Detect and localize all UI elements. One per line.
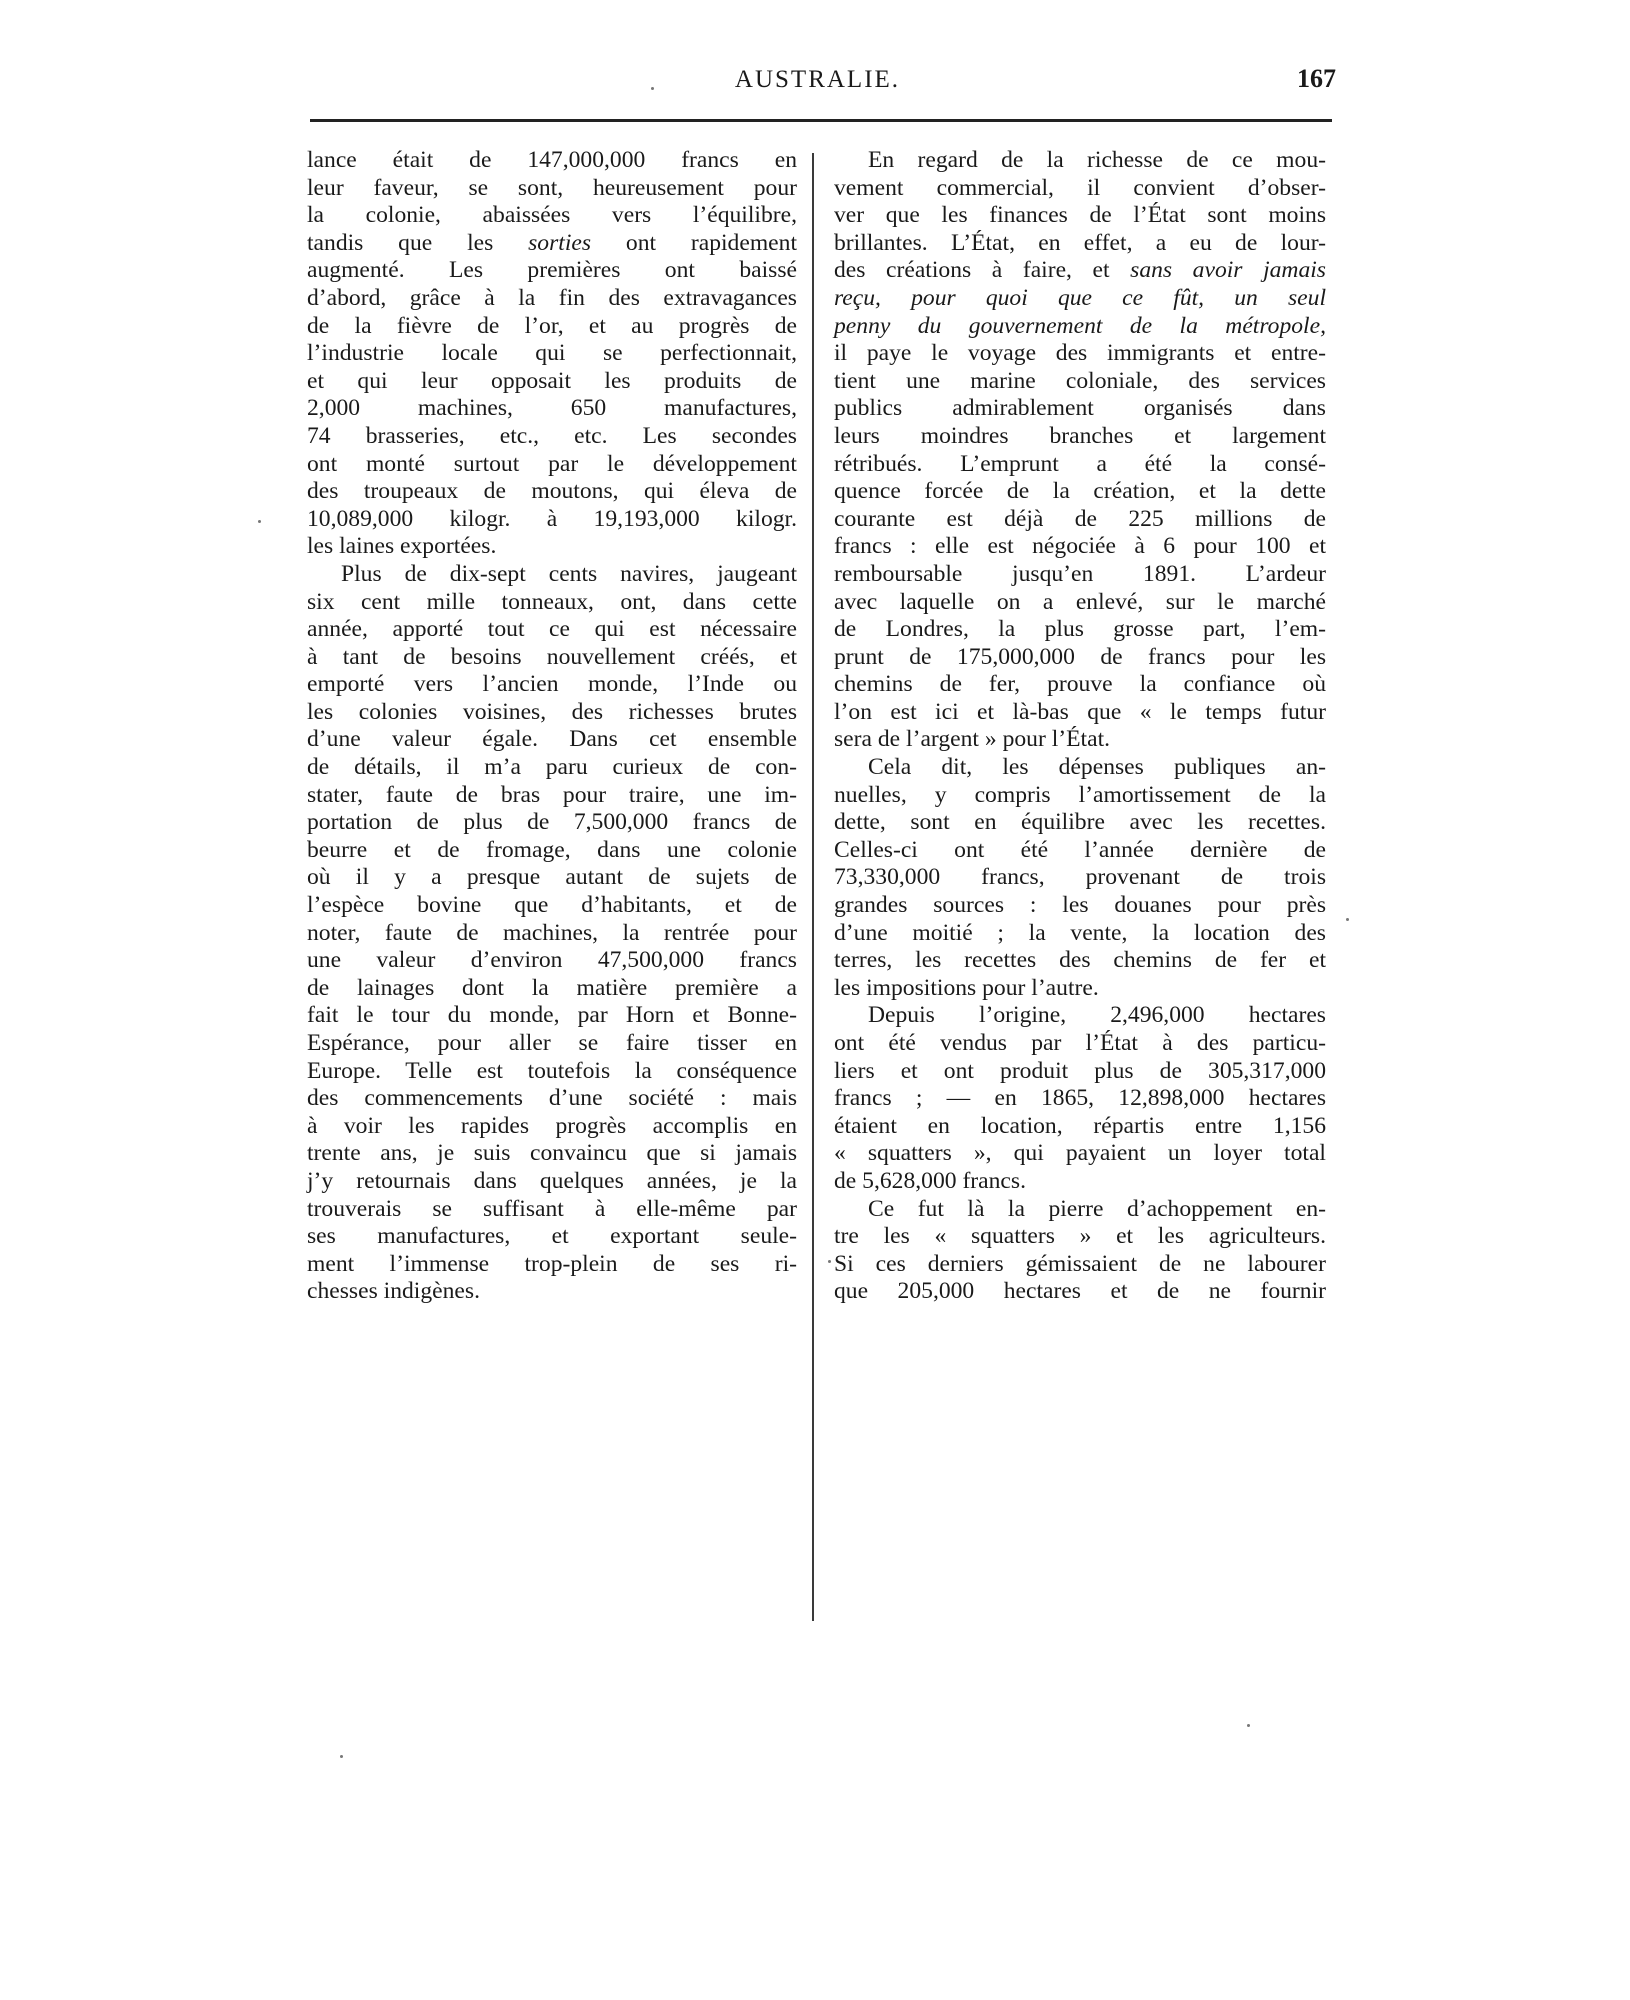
text-line: des créations à faire, et sans avoir jamais xyxy=(834,257,1326,284)
paragraph-end-line: de 5,628,000 francs. xyxy=(834,1167,1026,1194)
paragraph-start-line: Depuis l’origine, 2,496,000 hectares xyxy=(868,1002,1326,1029)
text-line: que 205,000 hectares et de ne fournir xyxy=(834,1278,1326,1305)
paragraph-end-line: les impositions pour l’autre. xyxy=(834,974,1099,1001)
text-line: trouverais se suffisant à elle-même par xyxy=(307,1195,797,1222)
paragraph-end-line: sera de l’argent » pour l’État. xyxy=(834,726,1111,753)
text-line: d’abord, grâce à la fin des extravagances xyxy=(307,284,797,311)
text-line: 2,000 machines, 650 manufactures, xyxy=(307,395,797,422)
paragraph-start-line: Plus de dix-sept cents navires, jaugeant xyxy=(341,560,797,587)
text-line: Si ces derniers gémissaient de ne labourer xyxy=(834,1250,1326,1277)
text-line: et qui leur opposait les produits de xyxy=(307,367,797,394)
text-line: année, apporté tout ce qui est nécessaire xyxy=(307,616,797,643)
text-line: francs : elle est négociée à 6 pour 100 et xyxy=(834,533,1326,560)
text-line: d’une valeur égale. Dans cet ensemble xyxy=(307,726,797,753)
text-line: tient une marine coloniale, des services xyxy=(834,367,1326,394)
text-line: 74 brasseries, etc., etc. Les secondes xyxy=(307,422,797,449)
text-line: la colonie, abaissées vers l’équilibre, xyxy=(307,202,797,229)
text-line: Espérance, pour aller se faire tisser en xyxy=(307,1030,797,1056)
text-line: Europe. Telle est toutefois la conséquence xyxy=(307,1057,797,1084)
text-line: j’y retournais dans quelques années, je la xyxy=(307,1167,797,1194)
text-line: prunt de 175,000,000 de francs pour les xyxy=(834,643,1326,670)
text-line: tre les « squatters » et les agriculteurs. xyxy=(834,1223,1326,1250)
paragraph-end-line: les laines exportées. xyxy=(307,533,497,560)
text-line: de la fièvre de l’or, et au progrès de xyxy=(307,312,797,339)
text-line: 73,330,000 francs, provenant de trois xyxy=(834,864,1326,891)
text-line: l’industrie locale qui se perfectionnait, xyxy=(307,340,797,367)
text-line: beurre et de fromage, dans une colonie xyxy=(307,836,797,863)
text-line: fait le tour du monde, par Horn et Bonne- xyxy=(307,1002,797,1029)
text-line: d’une moitié ; la vente, la location des xyxy=(834,919,1326,946)
text-line: des troupeaux de moutons, qui éleva de xyxy=(307,478,797,505)
text-line: portation de plus de 7,500,000 francs de xyxy=(307,809,797,836)
running-title: AUSTRALIE. xyxy=(734,66,901,93)
text-line: ont monté surtout par le développement xyxy=(307,450,797,477)
text-line: à tant de besoins nouvellement créés, et xyxy=(307,643,797,670)
text-line: trente ans, je suis convaincu que si jamais xyxy=(307,1140,797,1167)
right-column xyxy=(834,147,1326,1306)
text-line: nuelles, y compris l’amortissement de la xyxy=(834,781,1326,808)
text-line: avec laquelle on a enlevé, sur le marché xyxy=(834,588,1326,615)
text-line: terres, les recettes des chemins de fer et xyxy=(834,947,1326,974)
text-line: ont été vendus par l’État à des particu- xyxy=(834,1030,1326,1056)
text-line: publics admirablement organisés dans xyxy=(834,395,1326,422)
text-line: tandis que les sorties ont rapidement xyxy=(307,229,797,256)
text-line: noter, faute de machines, la rentrée pour xyxy=(307,919,797,946)
text-line: stater, faute de bras pour traire, une im- xyxy=(307,781,797,808)
italic-line: reçu, pour quoi que ce fût, un seul xyxy=(834,284,1326,311)
text-line: ver que les finances de l’État sont moins xyxy=(834,202,1326,229)
text-line: rétribués. L’emprunt a été la consé- xyxy=(834,450,1326,477)
text-line: ses manufactures, et exportant seule- xyxy=(307,1223,797,1250)
text-line: où il y a presque autant de sujets de xyxy=(307,864,797,891)
text-line: lance était de 147,000,000 francs en xyxy=(307,147,797,173)
paragraph-start-line: Cela dit, les dépenses publiques an- xyxy=(868,754,1326,781)
text-line: grandes sources : les douanes pour près xyxy=(834,892,1326,919)
text-line: remboursable jusqu’en 1891. L’ardeur xyxy=(834,560,1326,587)
text-line: ment l’immense trop-plein de ses ri- xyxy=(307,1250,797,1277)
text-line: leurs moindres branches et largement xyxy=(834,422,1326,449)
text-line: leur faveur, se sont, heureusement pour xyxy=(307,174,797,201)
scan-speck xyxy=(258,520,261,523)
text-line: de détails, il m’a paru curieux de con- xyxy=(307,754,797,781)
scan-speck xyxy=(1346,918,1349,921)
running-head xyxy=(305,62,1336,102)
text-line: 10,089,000 kilogr. à 19,193,000 kilogr. xyxy=(307,505,797,532)
italic-line: penny du gouvernement de la métropole, xyxy=(834,312,1326,339)
text-line: de Londres, la plus grosse part, l’em- xyxy=(834,616,1326,643)
text-line: courante est déjà de 225 millions de xyxy=(834,505,1326,532)
text-line: brillantes. L’État, en effet, a eu de lour- xyxy=(834,229,1326,256)
text-line: à voir les rapides progrès accomplis en xyxy=(307,1112,797,1139)
text-line: des commencements d’une société : mais xyxy=(307,1085,797,1112)
text-line: dette, sont en équilibre avec les recettes. xyxy=(834,809,1326,836)
text-line: francs ; — en 1865, 12,898,000 hectares xyxy=(834,1085,1326,1112)
scan-speck xyxy=(651,87,654,90)
page-number: 167 xyxy=(1297,64,1336,93)
text-line: six cent mille tonneaux, ont, dans cette xyxy=(307,588,797,615)
text-line: une valeur d’environ 47,500,000 francs xyxy=(307,947,797,974)
text-line: emporté vers l’ancien monde, l’Inde ou xyxy=(307,671,797,698)
paragraph-end-line: chesses indigènes. xyxy=(307,1278,480,1305)
text-line: l’on est ici et là-bas que « le temps futur xyxy=(834,698,1326,725)
text-line: les colonies voisines, des richesses brutes xyxy=(307,698,797,725)
scan-speck xyxy=(828,1260,831,1263)
text-line: étaient en location, répartis entre 1,156 xyxy=(834,1112,1326,1139)
text-line: il paye le voyage des immigrants et entre- xyxy=(834,340,1326,367)
text-line: vement commercial, il convient d’obser- xyxy=(834,174,1326,201)
column-divider xyxy=(812,153,814,1621)
paragraph-start-line: Ce fut là la pierre d’achoppement en- xyxy=(868,1195,1326,1222)
header-rule xyxy=(310,119,1332,122)
scan-speck xyxy=(340,1755,343,1758)
left-column xyxy=(307,147,797,1306)
text-line: liers et ont produit plus de 305,317,000 xyxy=(834,1057,1326,1084)
text-line: chemins de fer, prouve la confiance où xyxy=(834,671,1326,698)
text-line: « squatters », qui payaient un loyer total xyxy=(834,1140,1326,1167)
text-line: Celles-ci ont été l’année dernière de xyxy=(834,836,1326,863)
scan-speck xyxy=(1247,1724,1250,1727)
text-line: l’espèce bovine que d’habitants, et de xyxy=(307,892,797,919)
text-line: de lainages dont la matière première a xyxy=(307,974,797,1001)
text-line: quence forcée de la création, et la dette xyxy=(834,478,1326,505)
text-line: augmenté. Les premières ont baissé xyxy=(307,257,797,284)
paragraph-start-line: En regard de la richesse de ce mou- xyxy=(868,147,1326,173)
